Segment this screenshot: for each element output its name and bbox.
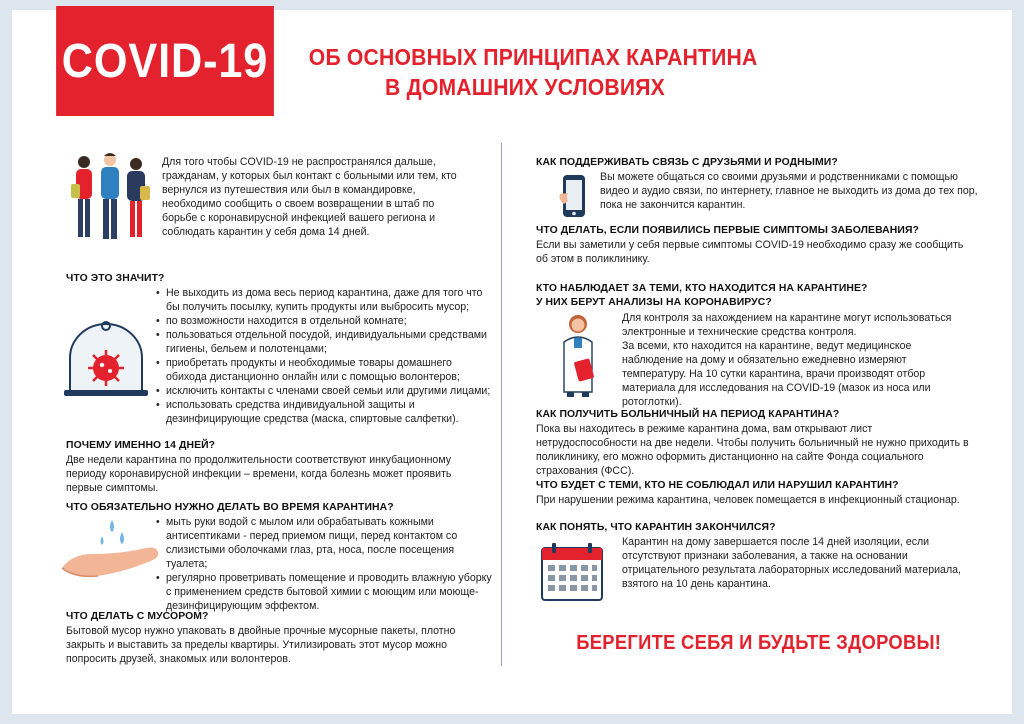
monitor-text-1: Для контроля за нахождением на карантине могут использоваться электронные и технические средства контроля. <box>622 312 952 338</box>
contact-text: Вы можете общаться со своими друзьями и родственниками с помощью видео и аудио связи, по интернету, главное не выходить из дома до тех пор, пока не закончится карантин. <box>600 171 978 211</box>
must-list <box>154 515 492 613</box>
virus-bell-jar-icon <box>62 320 150 400</box>
monitor-heading-2: У НИХ БЕРУТ АНАЛИЗЫ НА КОРОНАВИРУС? <box>536 297 772 308</box>
sickleave-text: Пока вы находитесь в режиме карантина дома, вам открывают лист нетрудоспособности на две недели. Чтобы получить больничный не нужно приходить в поликлинику, его можно оформить дистанционно на сайте Фонда социального страхования (ФСС). <box>536 423 969 477</box>
page-title <box>308 42 758 102</box>
list-item: • приобретать продукты и необходимые товары домашнего обихода дистанционно онлайн или с помощью волонтеров; <box>154 356 494 384</box>
title-line-2: В ДОМАШНИХ УСЛОВИЯХ <box>385 74 665 100</box>
violation-text: При нарушении режима карантина, человек помещается в инфекционный стационар. <box>536 494 960 506</box>
monitor-heading-1: КТО НАБЛЮДАЕТ ЗА ТЕМИ, КТО НАХОДИТСЯ НА КАРАНТИНЕ? <box>536 283 868 294</box>
end-text: Карантин на дому завершается после 14 дней изоляции, если отсутствуют признаки заболевания, а также на основании отрицательного результата лабораторных исследований материала, взятого на 10 день карантина. <box>622 536 961 590</box>
people-illustration <box>66 152 156 244</box>
column-divider <box>501 143 502 666</box>
covid-badge: COVID-19 <box>56 6 274 116</box>
why14-heading: ПОЧЕМУ ИМЕННО 14 ДНЕЙ? <box>66 440 216 451</box>
symptoms-heading: ЧТО ДЕЛАТЬ, ЕСЛИ ПОЯВИЛИСЬ ПЕРВЫЕ СИМПТОМЫ ЗАБОЛЕВАНИЯ? <box>536 225 919 236</box>
smartphone-icon <box>560 174 590 220</box>
list-item: • по возможности находится в отдельной комнате; <box>154 314 494 328</box>
list-item: • Не выходить из дома весь период карантина, даже для того что бы получить посылку, купить продукты или выбросить мусор; <box>154 286 494 314</box>
contact-heading: КАК ПОДДЕРЖИВАТЬ СВЯЗЬ С ДРУЗЬЯМИ И РОДНЫМИ? <box>536 157 838 168</box>
meaning-list <box>154 286 494 426</box>
violation-heading: ЧТО БУДЕТ С ТЕМИ, КТО НЕ СОБЛЮДАЛ ИЛИ НАРУШИЛ КАРАНТИН? <box>536 480 899 491</box>
why14-text: Две недели карантина по продолжительности соответствуют инкубационному периоду коронавирусной инфекции – времени, когда болезнь может проявить первые симптомы. <box>66 454 452 494</box>
garbage-heading: ЧТО ДЕЛАТЬ С МУСОРОМ? <box>66 611 209 622</box>
meaning-heading: ЧТО ЭТО ЗНАЧИТ? <box>66 273 165 284</box>
must-heading: ЧТО ОБЯЗАТЕЛЬНО НУЖНО ДЕЛАТЬ ВО ВРЕМЯ КАРАНТИНА? <box>66 502 394 513</box>
intro-text: Для того чтобы COVID-19 не распространялся дальше, гражданам, у которых был контакт с больными или тем, кто вернулся из путешествия или был в командировке, необходимо сообщить о своем возвращении в штаб по борьбе с коронавирусной инфекцией вашего региона и соблюдать карантин у себя дома 14 дней. <box>162 156 457 238</box>
list-item: • пользоваться отдельной посудой, индивидуальными средствами гигиены, бельем и полотенцами; <box>154 328 494 356</box>
sickleave-heading: КАК ПОЛУЧИТЬ БОЛЬНИЧНЫЙ НА ПЕРИОД КАРАНТИНА? <box>536 409 840 420</box>
doctor-illustration <box>556 312 600 398</box>
list-item: • исключить контакты с членами своей семьи или другими лицами; <box>154 384 494 398</box>
list-item: • регулярно проветривать помещение и проводить влажную уборку с применением средств бытовой химии с моющим или моюще-дезинфицирующим эффектом. <box>154 571 492 613</box>
monitor-text-2: За всеми, кто находится на карантине, ведут медицинское наблюдение на дому и обязательно ежедневно измеряют температуру. На 10 сутки карантина, врачи производят отбор материала для исследования на COVID-19 (мазок из носа или ротоглотки). <box>622 340 931 408</box>
calendar-icon <box>540 542 604 602</box>
end-heading: КАК ПОНЯТЬ, ЧТО КАРАНТИН ЗАКОНЧИЛСЯ? <box>536 522 776 533</box>
slogan: БЕРЕГИТЕ СЕБЯ И БУДЬТЕ ЗДОРОВЫ! <box>576 632 942 654</box>
list-item: • использовать средства индивидуальной защиты и дезинфицирующие средства (маска, спиртовые салфетки). <box>154 398 494 426</box>
title-line-1: ОБ ОСНОВНЫХ ПРИНЦИПАХ КАРАНТИНА <box>308 44 758 70</box>
garbage-text: Бытовой мусор нужно упаковать в двойные прочные мусорные пакеты, плотно закрыть и выставить за пределы квартиры. Утилизировать этот мусор можно попросить друзей, знакомых или волонтеров. <box>66 625 456 665</box>
list-item: • мыть руки водой с мылом или обрабатывать кожными антисептиками - перед приемом пищи, перед контактом со слизистыми оболочками глаз, рта, носа, после посещения туалета; <box>154 515 492 571</box>
hand-water-icon <box>60 518 160 586</box>
symptoms-text: Если вы заметили у себя первые симптомы COVID-19 необходимо сразу же сообщить об этом в поликлинику. <box>536 239 964 265</box>
